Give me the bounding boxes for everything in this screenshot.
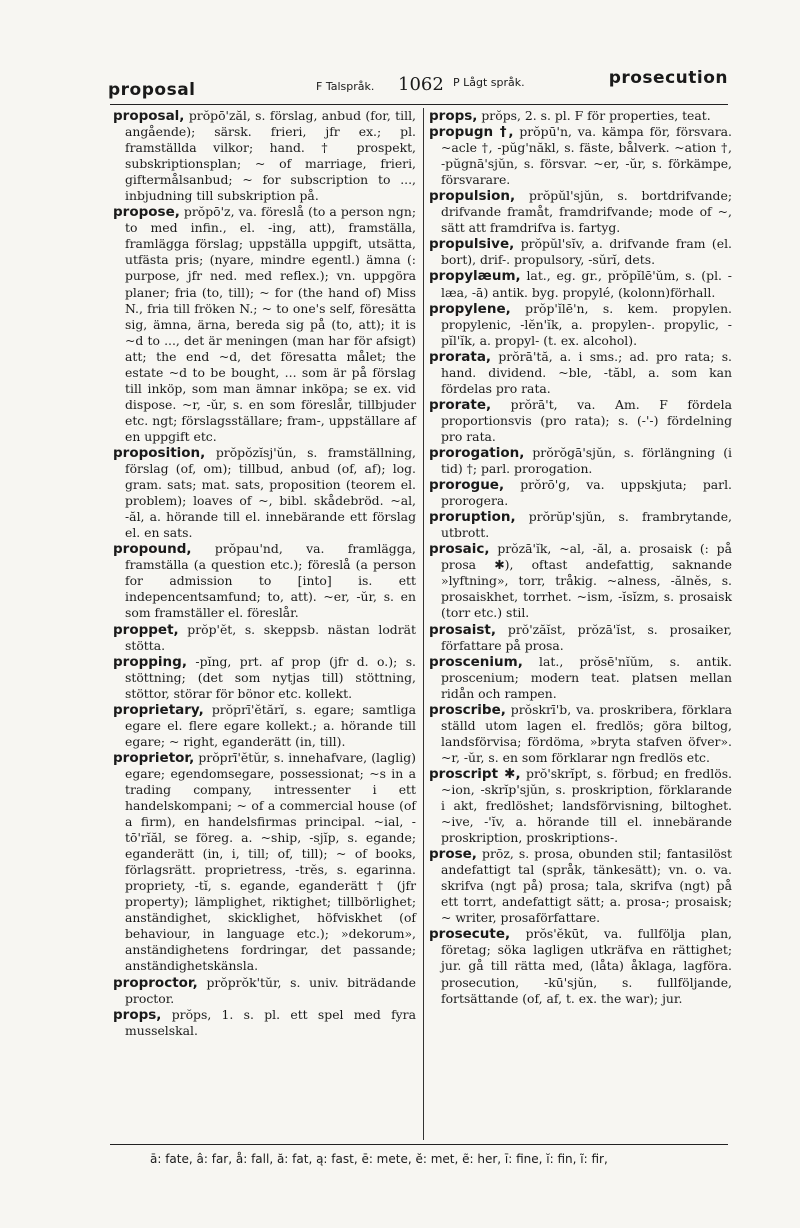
entry-headword: propylene,	[429, 300, 511, 317]
entry-definition: prŏs'ĕkūt, va. fullfölja plan, företag; söka lagligen utkräfva en rättighet; jur. gå till rätta med, (låta) åklaga, lagföra. prosecution, -kū'sjŭn, s. fullföljande, fortsättande (of, af, t. ex. the war); jur.	[441, 926, 732, 1006]
entry-headword: prorogue,	[429, 477, 505, 494]
entry-headword: proposal,	[113, 108, 185, 124]
entry-definition: prōz, s. prosa, obunden stil; fantasilöst andefattigt tal (språk, tänkesätt); vn. o. va. skrifva (ngt på) prosa; tala, skrifva (ngt) på ett torrt, andefattigt sätt; a. prosa-; prosaisk; ~ writer, prosaförfattare.	[441, 846, 732, 926]
entry-definition: prŏ'zăĭst, prŏzā'ĭst, s. prosaiker, författare på prosa.	[441, 621, 732, 653]
dictionary-entry	[429, 301, 732, 349]
pronunciation-key: ā: fate, â: far, å: fall, ă: fat, ą: fast, ē: mete, ĕ: met, ẽ: her, ī: fine, ĭ: fin, ĩ: fir,	[150, 1152, 608, 1166]
dictionary-entry	[429, 926, 732, 1006]
dictionary-entry	[113, 975, 416, 1007]
page-number: 1062	[398, 74, 444, 95]
dictionary-entry	[429, 702, 732, 766]
dictionary-entry	[429, 622, 732, 654]
page-header	[108, 68, 728, 108]
entry-headword: propylæum,	[429, 268, 521, 285]
entry-definition: prŏzā'ĭk, ~al, -ăl, a. prosaisk (: på prosa ✱), oftast andefattig, saknande »lyftning», torr, tråkig. ~alness, -ălnĕs, s. prosaiskhet, torrhet. ~ism, -ĭsĭzm, s. prosaisk (torr etc.) stil.	[441, 541, 732, 621]
entry-headword: proprietary,	[113, 701, 204, 718]
entry-headword: propugn †,	[429, 124, 514, 141]
entry-definition: prŏrŏgā'sjŭn, s. förlängning (i tid) †; parl. prorogation.	[441, 444, 732, 477]
entry-definition: prŏskrī'b, va. proskribera, förklara ställd utom lagen el. fredlös; göra biltog, landsförvisa; fördöma, »bryta stafven öfver». ~r, -ŭr, s. en som förklarar ngn fredlös etc.	[441, 701, 732, 765]
dictionary-entry	[429, 509, 732, 541]
entry-headword: propound,	[113, 541, 192, 558]
entry-definition: prŏpŭl'sjŭn, s. bortdrifvande; drifvande framåt, framdrifvande; mode of ~, sätt att framdrifva is. fartyg.	[441, 188, 732, 236]
dictionary-entry	[429, 477, 732, 509]
entry-headword: propulsion,	[429, 188, 516, 205]
entry-definition: prŏprŏk'tŭr, s. univ. biträdande proctor.	[125, 974, 416, 1006]
dictionary-entry	[113, 750, 416, 975]
entry-headword: prorata,	[429, 348, 492, 365]
dictionary-entry	[429, 349, 732, 397]
entry-headword: prosecute,	[429, 926, 511, 943]
dictionary-entry	[113, 445, 416, 541]
dictionary-entry	[429, 236, 732, 268]
dictionary-entry	[429, 188, 732, 236]
entry-headword: proppet,	[113, 621, 179, 638]
entry-headword: proposition,	[113, 444, 206, 461]
entry-headword: proscript ✱,	[429, 765, 521, 782]
entry-definition: lat., prŏsē'nĭŭm, s. antik. proscenium; modern teat. platsen mellan ridån och rampen.	[441, 653, 732, 701]
entry-definition: prŏrō'g, va. uppskjuta; parl. prorogera.	[441, 477, 732, 509]
pronunciation-note-right: P Lågt språk.	[453, 76, 525, 89]
dictionary-entry	[429, 397, 732, 445]
entry-headword: proruption,	[429, 509, 516, 526]
entry-definition: prŏpau'nd, va. framlägga, framställa (a question etc.); föreslå (a person for admission to [into] is. ett indepencentsamfund; to, att). ~er, -ŭr, s. en som framställer el. föreslår.	[125, 541, 416, 621]
entry-definition: prŏpŭl'sĭv, a. drifvande fram (el. bort), drif-. propulsory, -sŭrĭ, dets.	[441, 236, 732, 268]
entry-headword: proprietor,	[113, 749, 195, 766]
dictionary-entry	[113, 108, 416, 204]
entry-definition: prŏp'ĭlē'n, s. kem. propylen. propylenic, -lĕn'ĭk, a. propylen-. propylic, -pĭl'ĭk, a. propyl- (t. ex. alcohol).	[441, 300, 732, 348]
entry-headword: propulsive,	[429, 236, 515, 253]
dictionary-entry	[113, 204, 416, 445]
entry-definition: prŏrŭp'sjŭn, s. frambrytande, utbrott.	[441, 509, 732, 541]
dictionary-entry	[113, 541, 416, 621]
dictionary-entry	[113, 622, 416, 654]
entry-headword: proscribe,	[429, 701, 506, 718]
dictionary-entry	[429, 108, 732, 124]
entry-headword: props,	[113, 1006, 162, 1023]
entry-headword: prose,	[429, 846, 477, 863]
left-column	[113, 108, 416, 1039]
dictionary-entry	[429, 445, 732, 477]
dictionary-entry	[429, 124, 732, 188]
entry-headword: props,	[429, 108, 478, 124]
entry-definition: prŏpū'n, va. kämpa för, försvara. ~acle †, -pŭg'năkl, s. fäste, bålverk. ~ation †, -pŭgnā'sjŭn, s. försvar. ~er, -ŭr, s. förkämpe, försvarare.	[441, 124, 732, 188]
entry-definition: prŏprī'ĕtărĭ, s. egare; samtliga egare el. flere egare kollekt.; a. hörande till egare; ~ right, eganderätt (in, till).	[125, 701, 416, 749]
entry-headword: proproctor,	[113, 974, 198, 991]
entry-definition: prŏrā't, va. Am. F fördela proportionsvis (pro rata); s. (-'-) fördelning pro rata.	[441, 396, 732, 444]
pronunciation-note-left: F Talspråk.	[316, 80, 375, 93]
entry-definition: prŏpō'z, va. föreslå (to a person ngn; to med infin., el. -ing, att), framställa, framlägga förslag; uppställa uppgift, utsätta, utfästa pris; (nyare, mindre egentl.) ämna (: purpose, jfr ned. med reflex.); vn. uppgöra planer; fria (to, till); ~ for (the hand of) Miss N., fria till fröken N.; ~ to one's self, föresätta sig, ämna, ärna, bereda sig på (to, att); it is ~d to ..., det är meningen (man har för afsigt) att; the end ~d, det föresatta målet; the estate ~d to be bought, ... som är på förslag till inköp, som man ämnar inköpa; se ex. vid dispose. ~r, -ŭr, s. en som föreslår, tillbjuder etc. ngt; förslagsställare; fram-, uppställare af en uppgift etc.	[125, 204, 416, 444]
guide-word-left: proposal	[108, 80, 196, 100]
dictionary-entry	[429, 766, 732, 846]
entry-headword: proscenium,	[429, 653, 523, 670]
right-column	[429, 108, 732, 1007]
dictionary-entry	[113, 654, 416, 702]
entry-definition: prŏps, 2. s. pl. F för properties, teat.	[477, 108, 711, 123]
entry-headword: prosaist,	[429, 621, 496, 638]
entry-headword: propose,	[113, 204, 180, 221]
header-rule	[110, 104, 728, 105]
entry-definition: lat., eg. gr., prŏpĭlē'ŭm, s. (pl. -læa, -ā) antik. byg. propylé, (kolonn)förhall.	[441, 268, 732, 300]
entry-definition: prŏp'ĕt, s. skeppsb. nästan lodrät stötta.	[125, 621, 416, 653]
footer-rule	[110, 1144, 728, 1145]
column-divider	[423, 108, 424, 1140]
entry-headword: prorogation,	[429, 444, 525, 461]
guide-word-right: prosecution	[608, 68, 728, 88]
entry-definition: prŏpŏzĭsj'ŭn, s. framställning, förslag (of, om); tillbud, anbud (of, af); log. gram. sats; mat. sats, proposition (teorem el. problem); loaves of ~, bibl. skådebröd. ~al, -ăl, a. hörande till el. innebärande ett förslag el. en sats.	[125, 444, 416, 541]
entry-definition: prŏ'skrĭpt, s. förbud; en fredlös. ~ion, -skrĭp'sjŭn, s. proskription, förklarande i akt, fredlöshet; landsförvisning, biltoghet. ~ive, -'ĭv, a. hörande till el. innebärande proskription, proskriptions-.	[441, 765, 732, 846]
dictionary-entry	[429, 541, 732, 621]
entry-headword: prorate,	[429, 396, 492, 413]
entry-definition: prŏps, 1. s. pl. ett spel med fyra musselskal.	[125, 1006, 416, 1038]
entry-definition: prŏpō'zăl, s. förslag, anbud (for, till, angående); särsk. frieri, jfr ex.; pl. framställda vilkor; hand. † prospekt, subskriptionsplan; ~ of marriage, frieri, giftermålsanbud; ~ for subscription to ..., inbjudning till subskription på.	[125, 108, 416, 204]
dictionary-entry	[113, 702, 416, 750]
entry-headword: propping,	[113, 653, 187, 670]
entry-definition: prŏprī'ĕtŭr, s. innehafvare, (laglig) egare; egendomsegare, possessionat; ~s in a trading company, intressenter i ett handelskompani; ~ of a commercial house (of a firm), en handelsfirmas principal. ~ial, -tō'rĭăl, se föreg. a. ~ship, -sjĭp, s. egande; eganderätt (in, i, till; of, till); ~ of books, förlagsrätt. proprietress, -trĕs, s. egarinna. propriety, -tĭ, s. egande, eganderätt † (jfr property); lämplighet, riktighet; tillbörlighet; anständighet, skicklighet, höfviskhet (of behaviour, in language etc.); »dekorum», anständighetens fordringar, det passande; anständighetskänsla.	[125, 749, 416, 974]
dictionary-entry	[429, 268, 732, 300]
dictionary-entry	[429, 654, 732, 702]
dictionary-entry	[113, 1007, 416, 1039]
entry-headword: prosaic,	[429, 541, 490, 558]
dictionary-entry	[429, 846, 732, 926]
entry-definition: prŏrā'tă, a. i sms.; ad. pro rata; s. hand. dividend. ~ble, -tăbl, a. som kan fördelas pro rata.	[441, 348, 732, 396]
entry-definition: -pĭng, prt. af prop (jfr d. o.); s. stöttning; (det som nytjas till) stöttning, stöttor, störar för bönor etc. kollekt.	[125, 653, 416, 701]
